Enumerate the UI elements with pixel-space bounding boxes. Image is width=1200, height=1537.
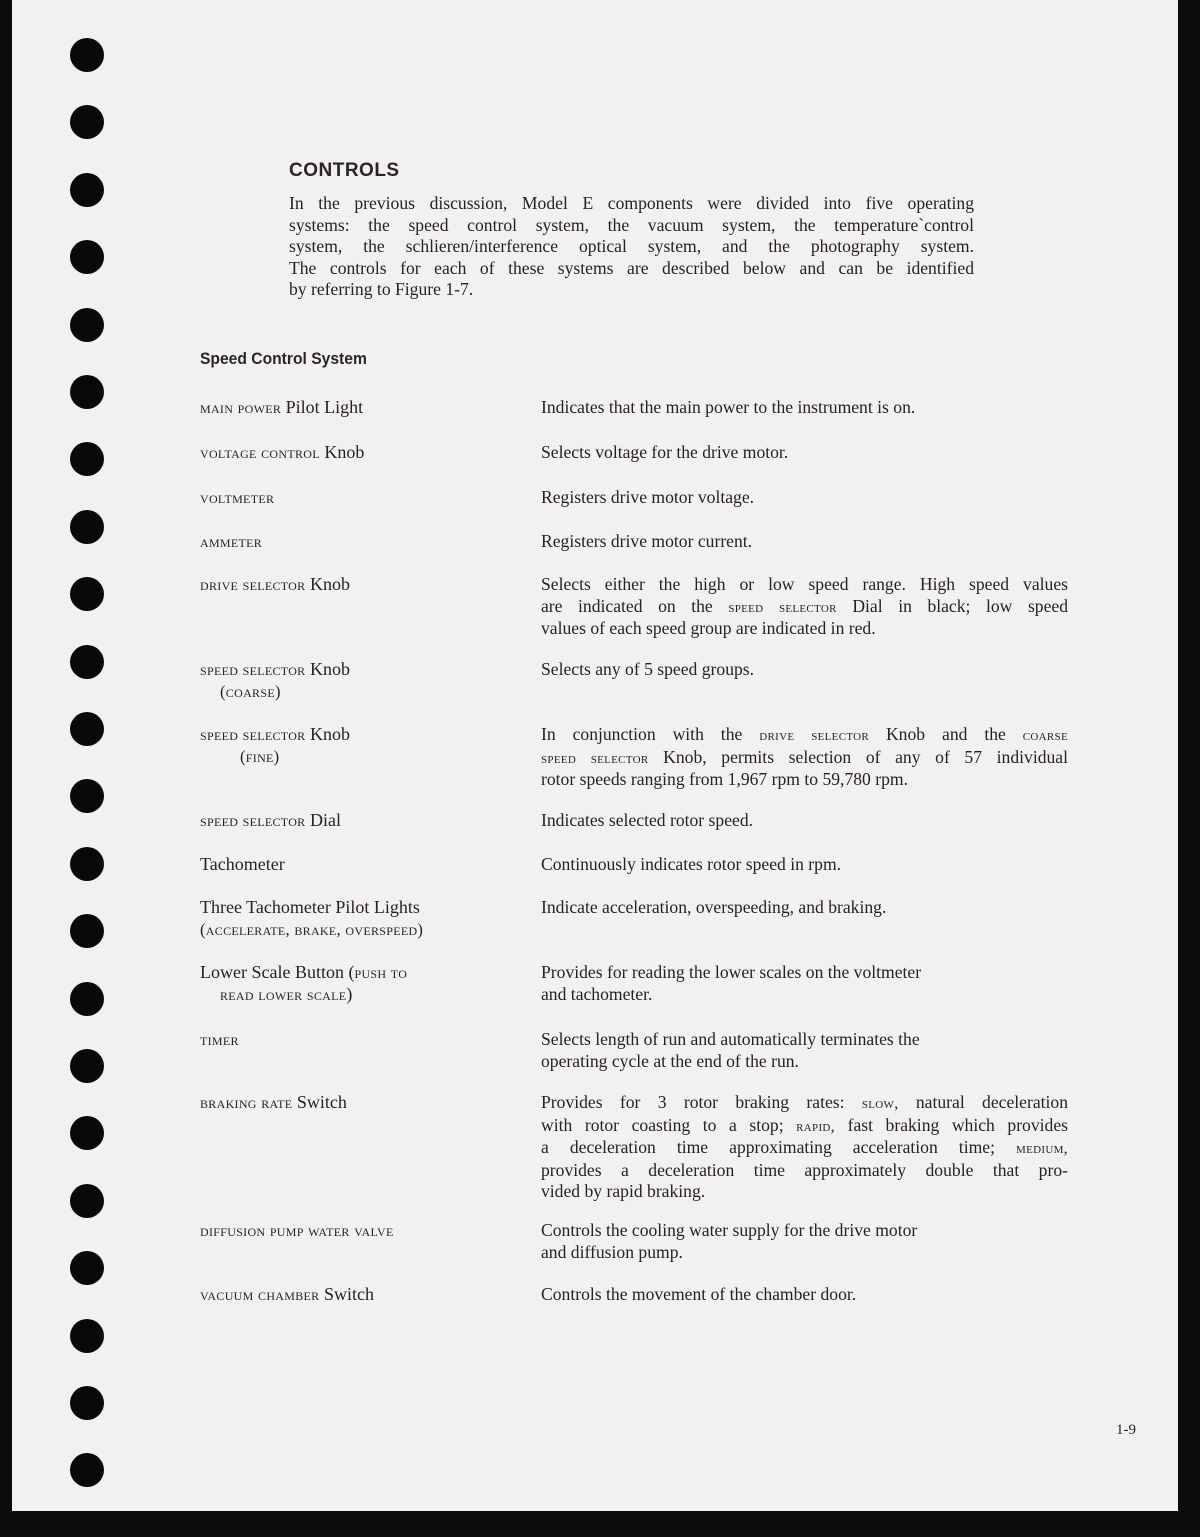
- intro-line: systems: the speed control system, the vacuum system, the temperature`control: [289, 214, 974, 235]
- control-name: [200, 1284, 374, 1306]
- intro-line: by referring to Figure 1-7.: [289, 279, 474, 299]
- control-name: [200, 897, 423, 940]
- control-description: [541, 724, 1068, 791]
- text: Indicate acceleration, overspeeding, and braking.: [541, 897, 887, 917]
- description-line: [541, 984, 1068, 1006]
- control-name-line: [200, 487, 274, 509]
- control-name: [200, 810, 341, 832]
- control-name-line: [200, 854, 285, 876]
- text: and diffusion pump.: [541, 1241, 683, 1262]
- control-description: [541, 659, 1068, 681]
- text: ): [346, 983, 353, 1004]
- control-name-line: [200, 397, 363, 419]
- text: Indicates that the main power to the instrument is on.: [541, 397, 916, 417]
- description-line: [541, 1220, 1068, 1242]
- small-caps-text: (coarse): [220, 681, 281, 701]
- text: provides a deceleration time approximately double that pro-: [541, 1159, 1068, 1180]
- text: operating cycle at the end of the run.: [541, 1050, 799, 1071]
- text: Selects length of run and automatically terminates the: [541, 1029, 920, 1049]
- description-line: [541, 962, 1068, 984]
- description-line: [541, 596, 1068, 619]
- description-line: [541, 1137, 1068, 1160]
- intro-paragraph: [289, 193, 974, 301]
- text: are indicated on the: [541, 595, 729, 616]
- text: Registers drive motor current.: [541, 531, 753, 551]
- binder-hole: [70, 308, 104, 342]
- control-name: [200, 531, 262, 553]
- text: Knob: [305, 659, 350, 679]
- binder-hole: [70, 1319, 104, 1353]
- control-name-line: [200, 724, 350, 746]
- text: Selects voltage for the drive motor.: [541, 442, 789, 462]
- control-name-line: [200, 1284, 374, 1306]
- text: Controls the cooling water supply for the drive motor: [541, 1220, 918, 1240]
- control-description: [541, 487, 1068, 509]
- text: Knob: [305, 724, 350, 744]
- description-line: [541, 1092, 1068, 1115]
- control-name: [200, 724, 350, 767]
- intro-line: system, the schlieren/interference optical system, and the photography system.: [289, 236, 974, 256]
- control-name-line: [200, 962, 407, 984]
- control-description: [541, 442, 1068, 464]
- small-caps-text: drive selector: [759, 726, 870, 744]
- description-line: [541, 574, 1068, 596]
- text: Provides for reading the lower scales on the voltmeter: [541, 962, 922, 982]
- control-name-line: [200, 919, 423, 941]
- control-name: [200, 574, 350, 596]
- text: Indicates selected rotor speed.: [541, 810, 754, 830]
- small-caps-text: (fine): [240, 746, 280, 766]
- binder-hole: [70, 1049, 104, 1083]
- control-name-line: [200, 574, 350, 596]
- small-caps-text: main power: [200, 398, 282, 417]
- small-caps-text: (accelerate, brake, overspeed): [200, 919, 424, 939]
- control-description: [541, 854, 1068, 876]
- binder-hole: [70, 1184, 104, 1218]
- description-line: [541, 1242, 1068, 1264]
- text: Switch: [292, 1092, 347, 1112]
- binder-hole: [70, 1386, 104, 1420]
- binder-hole: [70, 1453, 104, 1487]
- control-description: [541, 1220, 1068, 1263]
- description-line: [541, 1115, 1068, 1138]
- small-caps-text: rapid,: [796, 1116, 836, 1135]
- binder-hole: [70, 105, 104, 139]
- small-caps-text: slow,: [861, 1094, 899, 1112]
- control-name: [200, 1092, 347, 1114]
- small-caps-text: speed selector: [728, 597, 837, 616]
- description-line: [541, 1284, 1068, 1306]
- text: values of each speed group are indicated in red.: [541, 618, 876, 638]
- binder-hole: [70, 1251, 104, 1285]
- control-description: [541, 962, 1068, 1005]
- small-caps-text: speed selector: [200, 725, 306, 744]
- control-name-line: [200, 810, 341, 832]
- small-caps-text: drive selector: [200, 575, 306, 594]
- text: Knob: [305, 574, 350, 594]
- document-page: [12, 0, 1178, 1511]
- text: Three Tachometer Pilot Lights: [200, 897, 420, 917]
- control-name-line: [200, 1029, 239, 1051]
- small-caps-text: diffusion pump water valve: [200, 1221, 394, 1240]
- small-caps-text: vacuum chamber: [200, 1285, 320, 1304]
- binder-hole: [70, 442, 104, 476]
- control-name-line: [200, 984, 407, 1006]
- description-line: [541, 531, 1068, 553]
- text: Controls the movement of the chamber door.: [541, 1284, 857, 1304]
- control-name-line: [200, 897, 423, 919]
- control-description: [541, 1029, 1068, 1072]
- text: fast braking which provides: [835, 1114, 1068, 1135]
- control-description: [541, 397, 1068, 419]
- control-name: [200, 442, 364, 464]
- small-caps-text: voltage control: [200, 443, 320, 462]
- binder-hole: [70, 240, 104, 274]
- description-line: [541, 618, 1068, 640]
- description-line: [541, 487, 1068, 509]
- control-name-line: [200, 746, 350, 768]
- text: a deceleration time approximating acceleration time;: [541, 1137, 1017, 1157]
- binder-hole: [70, 914, 104, 948]
- control-name-line: [200, 1220, 394, 1242]
- control-name: [200, 487, 274, 509]
- text: Tachometer: [200, 854, 285, 874]
- text: Knob: [319, 442, 365, 462]
- control-description: [541, 531, 1068, 553]
- description-line: [541, 442, 1068, 464]
- small-caps-text: braking rate: [200, 1093, 293, 1112]
- text: Dial in black; low speed: [836, 595, 1069, 616]
- control-name: [200, 397, 363, 419]
- text: rotor speeds ranging from 1,967 rpm to 59,780 rpm.: [541, 769, 908, 789]
- page-number: 1-9: [1116, 1422, 1136, 1438]
- text: Provides for 3 rotor braking rates:: [541, 1092, 862, 1112]
- description-line: [541, 659, 1068, 681]
- description-line: [541, 1181, 1068, 1203]
- text: Lower Scale Button (: [200, 962, 355, 982]
- small-caps-text: ammeter: [200, 532, 263, 551]
- control-name: [200, 962, 407, 1005]
- control-name-line: [200, 681, 350, 703]
- control-description: [541, 897, 1068, 919]
- description-line: [541, 854, 1068, 876]
- description-line: [541, 897, 1068, 919]
- binder-hole: [70, 38, 104, 72]
- control-name: [200, 854, 285, 876]
- binder-hole: [70, 577, 104, 611]
- text: Continuously indicates rotor speed in rpm.: [541, 854, 842, 874]
- control-description: [541, 574, 1068, 640]
- binder-hole: [70, 645, 104, 679]
- control-name-line: [200, 659, 350, 681]
- small-caps-text: speed selector: [200, 811, 306, 830]
- intro-line: The controls for each of these systems are described below and can be identified: [289, 257, 974, 278]
- control-name: [200, 1029, 239, 1051]
- binder-hole: [70, 779, 104, 813]
- small-caps-text: voltmeter: [200, 488, 275, 507]
- binder-hole: [70, 982, 104, 1016]
- page-title: CONTROLS: [289, 160, 400, 181]
- description-line: [541, 724, 1068, 747]
- binder-hole: [70, 173, 104, 207]
- text: Knob, permits selection of any of 57 individual: [648, 746, 1069, 767]
- description-line: [541, 747, 1068, 770]
- text: natural deceleration: [898, 1092, 1069, 1112]
- text: with rotor coasting to a stop;: [541, 1114, 797, 1135]
- description-line: [541, 1051, 1068, 1073]
- description-line: [541, 1029, 1068, 1051]
- text: Switch: [319, 1284, 374, 1304]
- small-caps-text: medium,: [1016, 1139, 1068, 1157]
- text: Pilot Light: [281, 397, 364, 417]
- text: Selects either the high or low speed range. High speed values: [541, 574, 1068, 594]
- intro-line: In the previous discussion, Model E components were divided into five operating: [289, 193, 974, 213]
- text: In conjunction with the: [541, 724, 760, 744]
- control-name-line: [200, 531, 262, 553]
- text: vided by rapid braking.: [541, 1181, 706, 1201]
- binder-hole: [70, 847, 104, 881]
- control-description: [541, 1092, 1068, 1203]
- description-line: [541, 769, 1068, 791]
- small-caps-text: coarse: [1022, 726, 1068, 744]
- description-line: [541, 810, 1068, 832]
- small-caps-text: read lower scale: [220, 984, 347, 1004]
- control-description: [541, 1284, 1068, 1306]
- text: Registers drive motor voltage.: [541, 487, 755, 507]
- control-name-line: [200, 442, 364, 464]
- binder-hole: [70, 1116, 104, 1150]
- small-caps-text: speed selector: [541, 748, 649, 767]
- control-description: [541, 810, 1068, 832]
- small-caps-text: timer: [200, 1030, 239, 1049]
- control-name: [200, 659, 350, 702]
- text: Selects any of 5 speed groups.: [541, 659, 755, 679]
- description-line: [541, 1160, 1068, 1182]
- text: Knob and the: [869, 724, 1023, 744]
- control-name-line: [200, 1092, 347, 1114]
- binder-hole: [70, 712, 104, 746]
- binder-hole: [70, 375, 104, 409]
- section-heading: Speed Control System: [200, 349, 367, 368]
- text: Dial: [305, 810, 341, 830]
- text: and tachometer.: [541, 983, 653, 1004]
- description-line: [541, 397, 1068, 419]
- small-caps-text: speed selector: [200, 660, 306, 679]
- small-caps-text: push to: [354, 963, 408, 982]
- binder-hole: [70, 510, 104, 544]
- control-name: [200, 1220, 394, 1242]
